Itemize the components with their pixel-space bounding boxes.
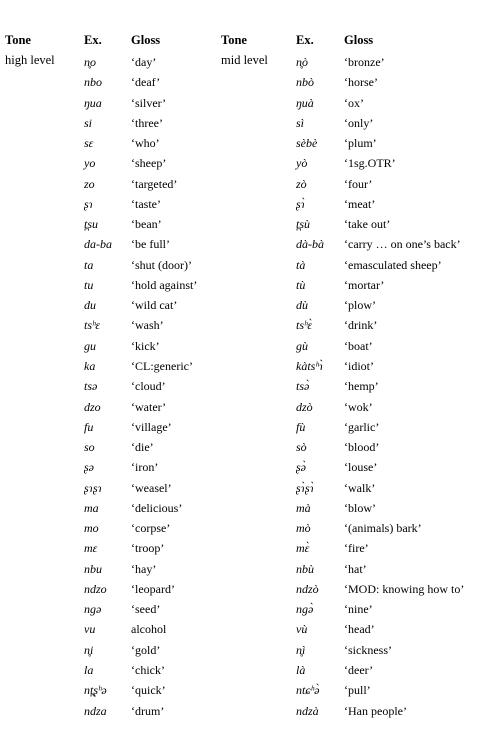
gloss-text: ‘louse’ — [344, 460, 378, 475]
example-word: sò — [296, 440, 307, 455]
example-word: là — [296, 662, 306, 677]
example-word: ʂə — [84, 460, 94, 475]
gloss-text: ‘walk’ — [344, 480, 376, 495]
header-tone-left: Tone — [5, 33, 31, 47]
gloss-text: ‘wild cat’ — [131, 298, 178, 313]
example-word: mò — [296, 521, 311, 536]
gloss-text: ‘drum’ — [131, 703, 165, 718]
gloss-text: ‘shut (door)’ — [131, 257, 192, 272]
gloss-text: ‘bean’ — [131, 217, 162, 232]
example-word: n̥o — [84, 55, 96, 69]
gloss-text: ‘only’ — [344, 115, 374, 130]
gloss-text: ‘hat’ — [344, 561, 367, 576]
gloss-text: ‘bronze’ — [344, 55, 385, 69]
gloss-text: ‘four’ — [344, 176, 373, 191]
example-word: ntɕʰə̀ — [296, 683, 320, 698]
example-word: fù — [296, 419, 306, 434]
right-gloss-column — [344, 52, 464, 721]
gloss-text: ‘wok’ — [344, 399, 373, 414]
header-gloss-left: Gloss — [131, 33, 161, 47]
tone-label-high-level: high level — [5, 53, 55, 67]
gloss-text: ‘targeted’ — [131, 176, 178, 191]
gloss-text: ‘hemp’ — [344, 379, 379, 394]
example-word: du — [84, 298, 96, 313]
example-word: ndzà — [296, 703, 319, 718]
left-gloss-column — [131, 52, 197, 721]
right-example-column — [296, 52, 324, 721]
example-word: zo — [84, 176, 95, 191]
example-word: dzo — [84, 399, 101, 414]
example-word: nbù — [296, 561, 314, 576]
example-word: tà — [296, 257, 306, 272]
gloss-text: ‘kick’ — [131, 338, 160, 353]
example-word: gù — [296, 338, 308, 353]
example-word: mɛ — [84, 541, 98, 556]
gloss-text: ‘weasel’ — [131, 480, 172, 495]
example-word: nbo — [84, 75, 102, 90]
example-word: so — [84, 440, 95, 455]
example-word: la — [84, 662, 94, 677]
gloss-text: ‘take out’ — [344, 217, 391, 232]
gloss-text: ‘sheep’ — [131, 156, 167, 171]
gloss-text: ‘head’ — [344, 622, 375, 637]
example-word: zò — [296, 176, 307, 191]
gloss-text: ‘gold’ — [131, 642, 161, 657]
gloss-text: ‘chick’ — [131, 662, 165, 677]
gloss-text: ‘who’ — [131, 136, 160, 151]
gloss-text: ‘cloud’ — [131, 379, 166, 394]
header-tone-right: Tone — [221, 33, 247, 47]
example-word: kàtsʰɿ̀ — [296, 358, 324, 373]
gloss-text: ‘mortar’ — [344, 277, 385, 292]
header-ex-right: Ex. — [296, 33, 314, 47]
gloss-text: ‘village’ — [131, 419, 172, 434]
example-word: yò — [296, 156, 308, 171]
gloss-text: ‘water’ — [131, 399, 167, 414]
gloss-text: ‘meat’ — [344, 196, 376, 211]
gloss-text: ‘deaf’ — [131, 75, 161, 90]
example-word: n̥i — [84, 642, 94, 657]
gloss-text: ‘three’ — [131, 115, 163, 130]
example-word: ka — [84, 358, 96, 373]
gloss-text: ‘Han people’ — [344, 703, 407, 718]
gloss-text: ‘plum’ — [344, 136, 377, 151]
gloss-text: ‘drink’ — [344, 318, 378, 333]
example-word: mo — [84, 521, 99, 536]
example-word: sì — [296, 115, 305, 130]
example-word: ta — [84, 257, 94, 272]
gloss-text: ‘boat’ — [344, 338, 373, 353]
example-word: tsə̀ — [296, 379, 310, 394]
header-gloss-right: Gloss — [344, 33, 374, 47]
gloss-text: ‘iron’ — [131, 460, 159, 475]
gloss-text: ‘hay’ — [131, 561, 157, 576]
example-word: tu — [84, 277, 94, 292]
example-word: ʂɿ̀ʂɿ̀ — [296, 480, 314, 495]
gloss-text: ‘hold against’ — [131, 277, 198, 292]
gloss-text: ‘carry … on one’s back’ — [344, 237, 461, 252]
left-example-column — [84, 52, 112, 721]
example-word: ndzò — [296, 581, 319, 596]
gloss-text: ‘leopard’ — [131, 581, 175, 596]
example-word: ʂə̀ — [296, 460, 306, 475]
gloss-text: ‘corpse’ — [131, 521, 171, 536]
gloss-text: ‘quick’ — [131, 683, 166, 698]
gloss-text: ‘taste’ — [131, 196, 161, 211]
example-word: n̥ò — [296, 55, 308, 69]
gloss-text: ‘idiot’ — [344, 358, 374, 373]
example-word: sèbè — [296, 136, 318, 151]
example-word: yo — [84, 156, 96, 171]
example-word: tsʰɛ̀ — [296, 318, 313, 333]
gloss-text: ‘sickness’ — [344, 642, 392, 657]
gloss-text: ‘blood’ — [344, 440, 380, 455]
example-word: t̪su — [84, 217, 99, 232]
gloss-text: alcohol — [131, 622, 167, 637]
gloss-text: ‘plow’ — [344, 298, 376, 313]
example-word: ʂɿ̀ — [296, 196, 305, 211]
example-word: si — [84, 115, 93, 130]
example-word: tù — [296, 277, 306, 292]
gloss-text: ‘CL:generic’ — [131, 358, 193, 373]
example-word: sɛ — [84, 136, 94, 151]
gloss-text: ‘horse’ — [344, 75, 378, 90]
example-word: da-ba — [84, 237, 112, 252]
example-word: tsʰɛ — [84, 318, 101, 333]
example-word: ma — [84, 500, 99, 515]
example-word: mà — [296, 500, 311, 515]
example-word: ngə — [84, 602, 102, 617]
example-word: vu — [84, 622, 96, 637]
example-word: vù — [296, 622, 308, 637]
example-word: ndza — [84, 703, 107, 718]
gloss-text: ‘ox’ — [344, 95, 364, 110]
gloss-text: ‘MOD: knowing how to’ — [344, 581, 465, 596]
gloss-text: ‘die’ — [131, 440, 154, 455]
gloss-text: ‘deer’ — [344, 662, 374, 677]
gloss-text: ‘silver’ — [131, 95, 167, 110]
example-word: ʂɿʂɿ — [84, 480, 102, 495]
example-word: ngə̀ — [296, 602, 314, 617]
example-word: dà-bà — [296, 237, 324, 252]
example-word: dù — [296, 298, 308, 313]
gloss-text: ‘(animals) bark’ — [344, 521, 422, 536]
example-word: ʂɿ — [84, 196, 93, 211]
example-word: t̪sù — [296, 217, 311, 232]
gloss-text: ‘blow’ — [344, 500, 376, 515]
gloss-text: ‘delicious’ — [131, 500, 183, 515]
example-word: nbò — [296, 75, 314, 90]
example-word: n̥ì — [296, 642, 306, 657]
example-word: nt̪ʂʰə — [84, 683, 107, 698]
gloss-text: ‘wash’ — [131, 318, 164, 333]
example-word: nbu — [84, 561, 102, 576]
tone-label-mid-level: mid level — [221, 53, 268, 67]
gloss-text: ‘garlic’ — [344, 419, 380, 434]
example-word: mɛ̀ — [296, 541, 310, 556]
example-word: ŋuà — [296, 95, 314, 110]
gloss-text: ‘1sg.OTR’ — [344, 156, 396, 171]
gloss-text: ‘pull’ — [344, 683, 371, 698]
gloss-text: ‘be full’ — [131, 237, 170, 252]
gloss-text: ‘troop’ — [131, 541, 165, 556]
gloss-text: ‘seed’ — [131, 602, 161, 617]
example-word: dzò — [296, 399, 313, 414]
gloss-text: ‘fire’ — [344, 541, 369, 556]
example-word: fu — [84, 419, 94, 434]
gloss-text: ‘day’ — [131, 55, 157, 69]
example-word: tsə — [84, 379, 98, 394]
header-ex-left: Ex. — [84, 33, 102, 47]
gloss-text: ‘emasculated sheep’ — [344, 257, 442, 272]
example-word: ŋua — [84, 95, 102, 110]
gloss-text: ‘nine’ — [344, 602, 373, 617]
example-word: ndzo — [84, 581, 107, 596]
example-word: gu — [84, 338, 96, 353]
